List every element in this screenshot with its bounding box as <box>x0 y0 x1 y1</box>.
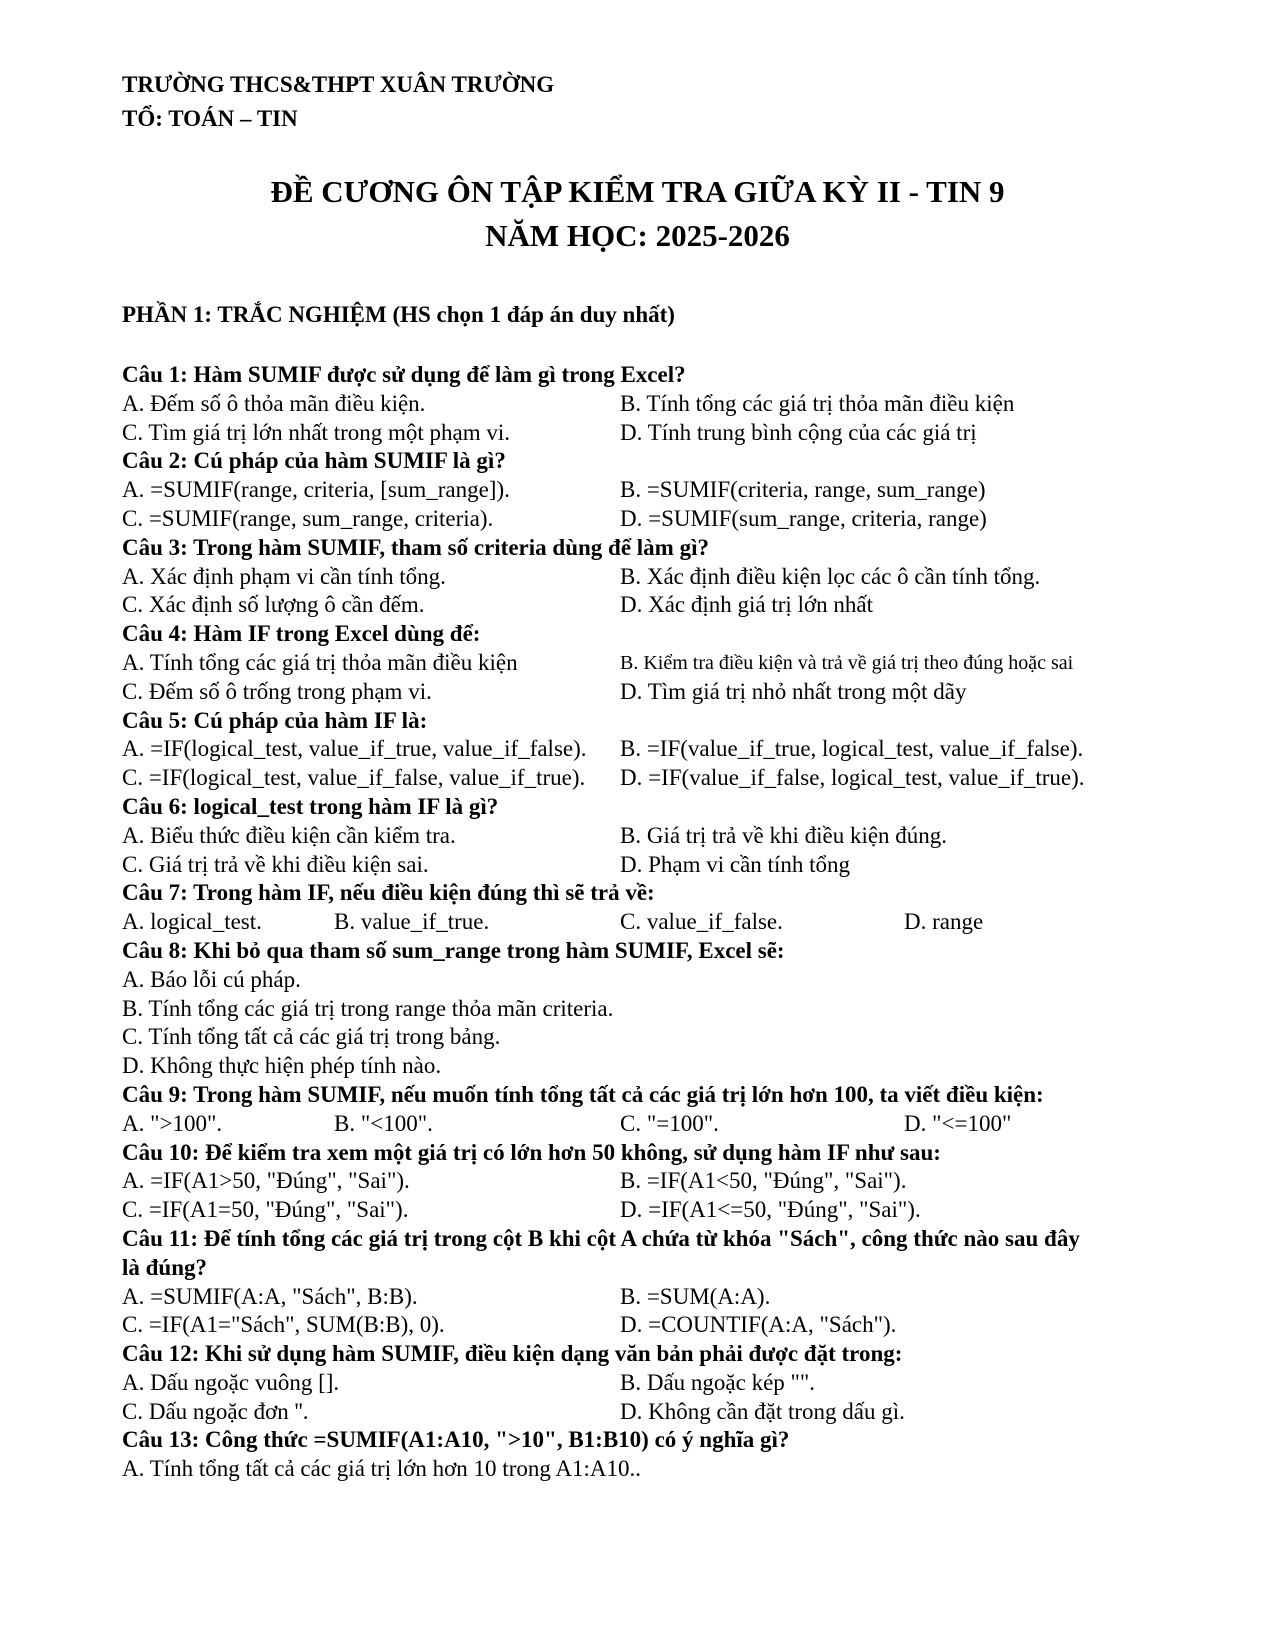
question-13: Câu 13: Công thức =SUMIF(A1:A10, ">10", B1:B10) có ý nghĩa gì? <box>122 1427 790 1453</box>
q10-option-d: D. =IF(A1<=50, "Đúng", "Sai"). <box>620 1197 921 1223</box>
q6-option-c: C. Giá trị trả về khi điều kiện sai. <box>122 851 429 877</box>
q8-option-a: A. Báo lỗi cú pháp. <box>122 966 301 992</box>
question-10: Câu 10: Để kiểm tra xem một giá trị có lớn hơn 50 không, sử dụng hàm IF như sau: <box>122 1139 941 1165</box>
q2-option-d: D. =SUMIF(sum_range, criteria, range) <box>620 505 987 531</box>
q9-options-row <box>122 1110 1172 1139</box>
question-1: Câu 1: Hàm SUMIF được sử dụng để làm gì trong Excel? <box>122 362 686 387</box>
question-2: Câu 2: Cú pháp của hàm SUMIF là gì? <box>122 448 506 474</box>
q2-option-a: A. =SUMIF(range, criteria, [sum_range]). <box>122 477 510 503</box>
q10-option-c: C. =IF(A1=50, "Đúng", "Sai"). <box>122 1197 409 1223</box>
q5-options-row-2 <box>122 764 1172 793</box>
title-line-1: ĐỀ CƯƠNG ÔN TẬP KIỂM TRA GIỮA KỲ II - TIN 9 <box>270 174 1005 209</box>
q6-options-row-2 <box>122 851 1172 880</box>
question-7: Câu 7: Trong hàm IF, nếu điều kiện đúng thì sẽ trả về: <box>122 880 655 906</box>
q11-option-b: B. =SUM(A:A). <box>620 1283 771 1309</box>
q5-option-a: A. =IF(logical_test, value_if_true, value_if_false). <box>122 736 587 762</box>
q4-option-b: B. Kiểm tra điều kiện và trả về giá trị theo đúng hoặc sai <box>620 651 1074 674</box>
q1-option-d: D. Tính trung bình cộng của các giá trị <box>620 419 977 445</box>
q1-option-a: A. Đếm số ô thỏa mãn điều kiện. <box>122 390 426 416</box>
q9-option-b: B. "<100". <box>334 1110 433 1136</box>
q11-option-d: D. =COUNTIF(A:A, "Sách"). <box>620 1312 897 1338</box>
document-title <box>0 170 1275 258</box>
q12-options-row-2 <box>122 1398 1172 1427</box>
q4-option-d: D. Tìm giá trị nhỏ nhất trong một dãy <box>620 678 967 704</box>
q4-options-row-1 <box>122 649 1172 678</box>
question-6: Câu 6: logical_test trong hàm IF là gì? <box>122 793 499 819</box>
q12-option-d: D. Không cần đặt trong dấu gì. <box>620 1398 905 1424</box>
q7-options-row <box>122 908 1172 937</box>
q4-option-a: A. Tính tổng các giá trị thỏa mãn điều kiện <box>122 649 518 675</box>
q5-options-row-1 <box>122 735 1172 764</box>
q11-options-row-1 <box>122 1283 1172 1312</box>
q10-option-a: A. =IF(A1>50, "Đúng", "Sai"). <box>122 1168 410 1194</box>
q4-option-c: C. Đếm số ô trống trong phạm vi. <box>122 678 432 704</box>
q12-options-row-1 <box>122 1369 1172 1398</box>
q11-option-a: A. =SUMIF(A:A, "Sách", B:B). <box>122 1283 418 1309</box>
q5-option-d: D. =IF(value_if_false, logical_test, value_if_true). <box>620 765 1085 791</box>
q12-option-c: C. Dấu ngoặc đơn ''. <box>122 1398 309 1424</box>
question-11-continued: là đúng? <box>122 1254 208 1280</box>
q5-option-b: B. =IF(value_if_true, logical_test, value_if_false). <box>620 736 1084 762</box>
question-9: Câu 9: Trong hàm SUMIF, nếu muốn tính tổng tất cả các giá trị lớn hơn 100, ta viết điều kiện: <box>122 1081 1044 1107</box>
q8-option-d: D. Không thực hiện phép tính nào. <box>122 1053 442 1079</box>
q3-option-d: D. Xác định giá trị lớn nhất <box>620 592 873 618</box>
part-1-heading: PHẦN 1: TRẮC NGHIỆM (HS chọn 1 đáp án duy nhất) <box>122 302 675 327</box>
q1-option-c: C. Tìm giá trị lớn nhất trong một phạm vi. <box>122 419 511 445</box>
question-list <box>122 361 1172 1484</box>
question-11: Câu 11: Để tính tổng các giá trị trong cột B khi cột A chứa từ khóa "Sách", công thức nào sau đây <box>122 1225 1080 1251</box>
q9-option-c: C. "=100". <box>620 1110 719 1136</box>
q3-options-row-1 <box>122 563 1172 592</box>
q12-option-a: A. Dấu ngoặc vuông []. <box>122 1369 340 1395</box>
q1-options-row-1 <box>122 390 1172 419</box>
q7-option-b: B. value_if_true. <box>334 909 490 935</box>
q6-options-row-1 <box>122 822 1172 851</box>
q12-option-b: B. Dấu ngoặc kép "". <box>620 1369 816 1395</box>
q10-option-b: B. =IF(A1<50, "Đúng", "Sai"). <box>620 1168 907 1194</box>
q1-option-b: B. Tính tổng các giá trị thỏa mãn điều kiện <box>620 390 1015 416</box>
school-name: TRƯỜNG THCS&THPT XUÂN TRƯỜNG <box>122 72 555 97</box>
q4-options-row-2 <box>122 678 1172 707</box>
question-8: Câu 8: Khi bỏ qua tham số sum_range trong hàm SUMIF, Excel sẽ: <box>122 937 785 963</box>
q13-option-a: A. Tính tổng tất cả các giá trị lớn hơn 10 trong A1:A10.. <box>122 1456 641 1482</box>
q5-option-c: C. =IF(logical_test, value_if_false, value_if_true). <box>122 765 586 791</box>
question-3: Câu 3: Trong hàm SUMIF, tham số criteria dùng để làm gì? <box>122 534 709 560</box>
q9-option-a: A. ">100". <box>122 1110 223 1136</box>
q7-option-c: C. value_if_false. <box>620 909 783 935</box>
q2-options-row-2 <box>122 505 1172 534</box>
q6-option-d: D. Phạm vi cần tính tổng <box>620 851 850 877</box>
q6-option-a: A. Biểu thức điều kiện cần kiểm tra. <box>122 822 456 848</box>
q6-option-b: B. Giá trị trả về khi điều kiện đúng. <box>620 822 948 848</box>
question-4: Câu 4: Hàm IF trong Excel dùng để: <box>122 621 481 647</box>
question-12: Câu 12: Khi sử dụng hàm SUMIF, điều kiện dạng văn bản phải được đặt trong: <box>122 1341 903 1367</box>
q2-options-row-1 <box>122 476 1172 505</box>
q11-option-c: C. =IF(A1="Sách", SUM(B:B), 0). <box>122 1312 445 1338</box>
q7-option-a: A. logical_test. <box>122 909 262 935</box>
q3-option-b: B. Xác định điều kiện lọc các ô cần tính tổng. <box>620 563 1041 589</box>
q3-option-c: C. Xác định số lượng ô cần đếm. <box>122 592 425 618</box>
q9-option-d: D. "<=100" <box>904 1110 1012 1136</box>
title-line-2: NĂM HỌC: 2025-2026 <box>485 218 790 253</box>
q1-options-row-2 <box>122 419 1172 448</box>
q3-option-a: A. Xác định phạm vi cần tính tổng. <box>122 563 446 589</box>
department-name: TỔ: TOÁN – TIN <box>122 106 298 131</box>
document-header <box>122 68 554 136</box>
q3-options-row-2 <box>122 591 1172 620</box>
q2-option-c: C. =SUMIF(range, sum_range, criteria). <box>122 505 494 531</box>
q10-options-row-1 <box>122 1167 1172 1196</box>
q7-option-d: D. range <box>904 909 984 935</box>
question-5: Câu 5: Cú pháp của hàm IF là: <box>122 707 428 733</box>
q2-option-b: B. =SUMIF(criteria, range, sum_range) <box>620 477 986 503</box>
q8-option-c: C. Tính tổng tất cả các giá trị trong bảng. <box>122 1024 501 1050</box>
q8-option-b: B. Tính tổng các giá trị trong range thỏa mãn criteria. <box>122 995 614 1021</box>
q11-options-row-2 <box>122 1311 1172 1340</box>
q10-options-row-2 <box>122 1196 1172 1225</box>
